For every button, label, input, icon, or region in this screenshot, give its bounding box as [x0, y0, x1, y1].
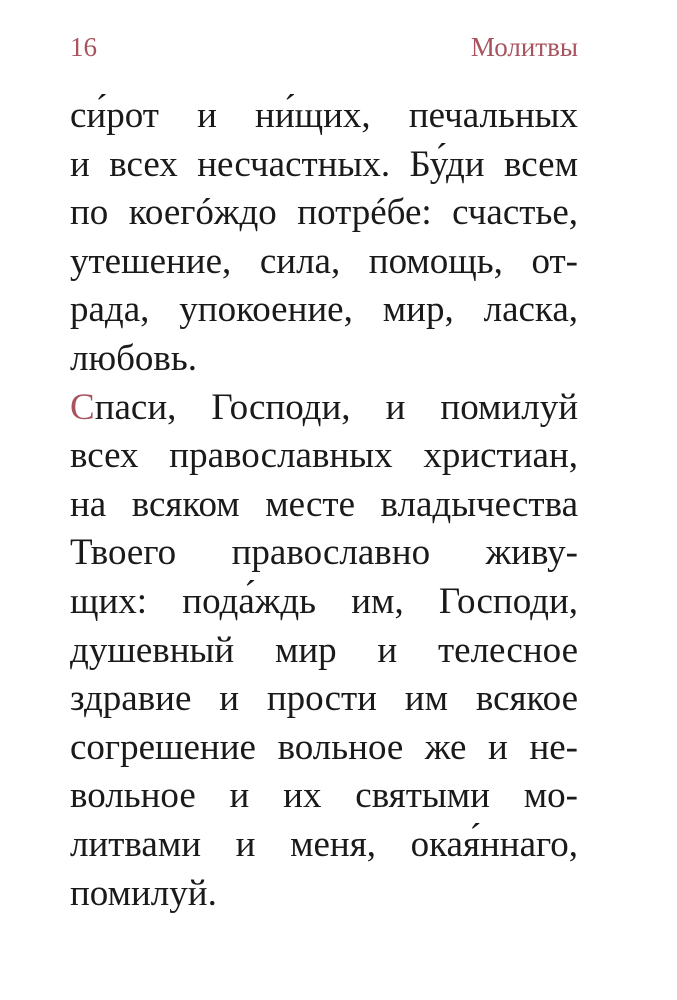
- text-line: на всяком месте владычества: [70, 483, 578, 525]
- text-line: вольное и их святыми мо-: [70, 775, 578, 817]
- red-initial: С: [70, 386, 95, 428]
- paragraph: [70, 92, 578, 384]
- text-line: литвами и меня, окая́ннаго,: [70, 823, 578, 865]
- text-line: рада, упокоение, мир, ласка,: [70, 289, 578, 331]
- running-header: [70, 32, 578, 68]
- page-number: 16: [70, 32, 97, 62]
- text-line: душевный мир и телесное: [70, 629, 578, 671]
- text-line: любовь.: [70, 337, 198, 379]
- text-line: утешение, сила, помощь, от-: [70, 240, 578, 282]
- text-line: здравие и прости им всякое: [70, 678, 578, 720]
- text-line: помилуй.: [70, 872, 217, 914]
- paragraph: [70, 384, 578, 919]
- text-line-rest: паси, Господи, и помилуй: [94, 386, 578, 428]
- text-line: Твоего православно живу-: [70, 532, 578, 574]
- text-line: [70, 384, 578, 433]
- text-line: всех православных христиан,: [70, 435, 578, 477]
- text-line: щих: пода́ждь им, Господи,: [70, 580, 578, 622]
- text-line: си́рот и ни́щих, печальных: [70, 95, 578, 136]
- text-line: согрешение вольное же и не-: [70, 726, 578, 768]
- text-line: по коегóждо потрéбе: счастье,: [70, 192, 578, 234]
- section-title: Молитвы: [470, 32, 578, 62]
- page-body: [70, 92, 578, 918]
- text-line: и всех несчастных. Бу́ди всем: [70, 143, 578, 185]
